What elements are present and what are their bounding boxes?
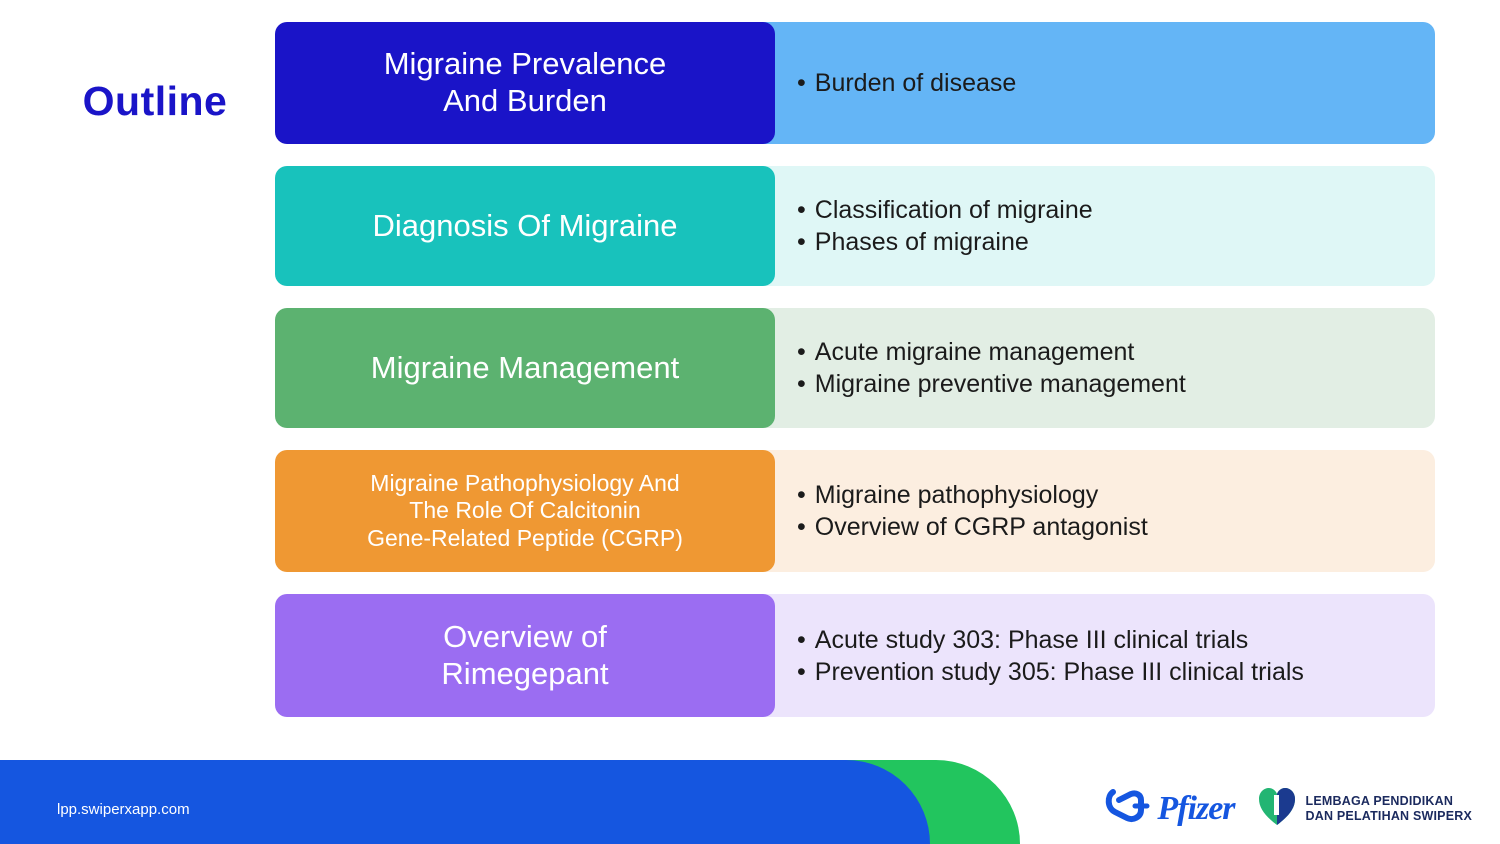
list-item [797, 336, 1421, 368]
bullet-icon: • [797, 228, 806, 256]
label-line: Gene-Related Peptide (CGRP) [367, 524, 683, 551]
label-line: Diagnosis Of Migraine [372, 207, 678, 243]
outline-row-label-migraine-prevalence-and-burden [275, 22, 775, 144]
outline-row-body [761, 594, 1435, 717]
bullet-icon: • [797, 481, 806, 509]
list-item-label: Burden of disease [814, 69, 1017, 97]
label-line: Migraine Prevalence [383, 46, 667, 82]
list-item [797, 479, 1421, 511]
list-item [797, 511, 1421, 543]
outline-row-label-overview-of-rimegepant [275, 594, 775, 717]
outline-row-body [761, 22, 1435, 144]
label-line: Rimegepant [441, 655, 609, 691]
label-line: Migraine Pathophysiology And [370, 470, 680, 497]
list-item [797, 624, 1421, 656]
label-line: Migraine Management [370, 349, 680, 385]
page-title: Outline [82, 78, 228, 124]
list-item [797, 368, 1421, 400]
footer-logos [1105, 785, 1472, 832]
lpp-logo-line1: LEMBAGA PENDIDIKAN [1305, 794, 1454, 809]
label-line: The Role Of Calcitonin [409, 497, 641, 524]
outline-rows [275, 22, 1435, 739]
lpp-mark-icon [1257, 785, 1297, 832]
list-item [797, 67, 1421, 99]
pfizer-logo [1105, 786, 1234, 831]
outline-row [275, 450, 1435, 572]
outline-row-body [761, 166, 1435, 286]
lpp-logo-line2: DAN PELATIHAN SWIPERX [1305, 808, 1472, 823]
outline-row-body [761, 450, 1435, 572]
label-line: Overview of [443, 618, 607, 654]
list-item [797, 226, 1421, 258]
outline-row [275, 594, 1435, 717]
bullet-icon: • [797, 69, 806, 97]
outline-row-label-migraine-management [275, 308, 775, 428]
list-item-label: Acute migraine management [814, 338, 1135, 366]
footer-url: lpp.swiperxapp.com [57, 801, 190, 818]
outline-row-body [761, 308, 1435, 428]
list-item-label: Acute study 303: Phase III clinical trials [814, 625, 1249, 654]
footer [0, 760, 1500, 844]
bullet-icon: • [797, 338, 806, 366]
list-item-label: Overview of CGRP antagonist [814, 513, 1148, 541]
lpp-logo [1257, 785, 1472, 832]
bullet-icon: • [797, 513, 806, 541]
list-item-label: Migraine preventive management [814, 370, 1186, 398]
bullet-icon: • [797, 657, 806, 686]
bullet-icon: • [797, 196, 806, 224]
list-item-label: Phases of migraine [814, 228, 1029, 256]
outline-row [275, 308, 1435, 428]
bullet-icon: • [797, 625, 806, 654]
list-item-label: Prevention study 305: Phase III clinical trials [814, 657, 1304, 686]
label-line: And Burden [443, 83, 607, 118]
list-item-label: Classification of migraine [814, 196, 1093, 224]
list-item [797, 194, 1421, 226]
outline-row-label-diagnosis-of-migraine [275, 166, 775, 286]
list-item-label: Migraine pathophysiology [814, 481, 1099, 509]
pfizer-wordmark: Pfizer [1157, 789, 1235, 827]
outline-row [275, 22, 1435, 144]
outline-row-label-migraine-pathophysiology-cgrp [275, 450, 775, 572]
list-item [797, 656, 1421, 688]
bullet-icon: • [797, 370, 806, 398]
pfizer-mark-icon [1105, 786, 1151, 831]
outline-row [275, 166, 1435, 286]
